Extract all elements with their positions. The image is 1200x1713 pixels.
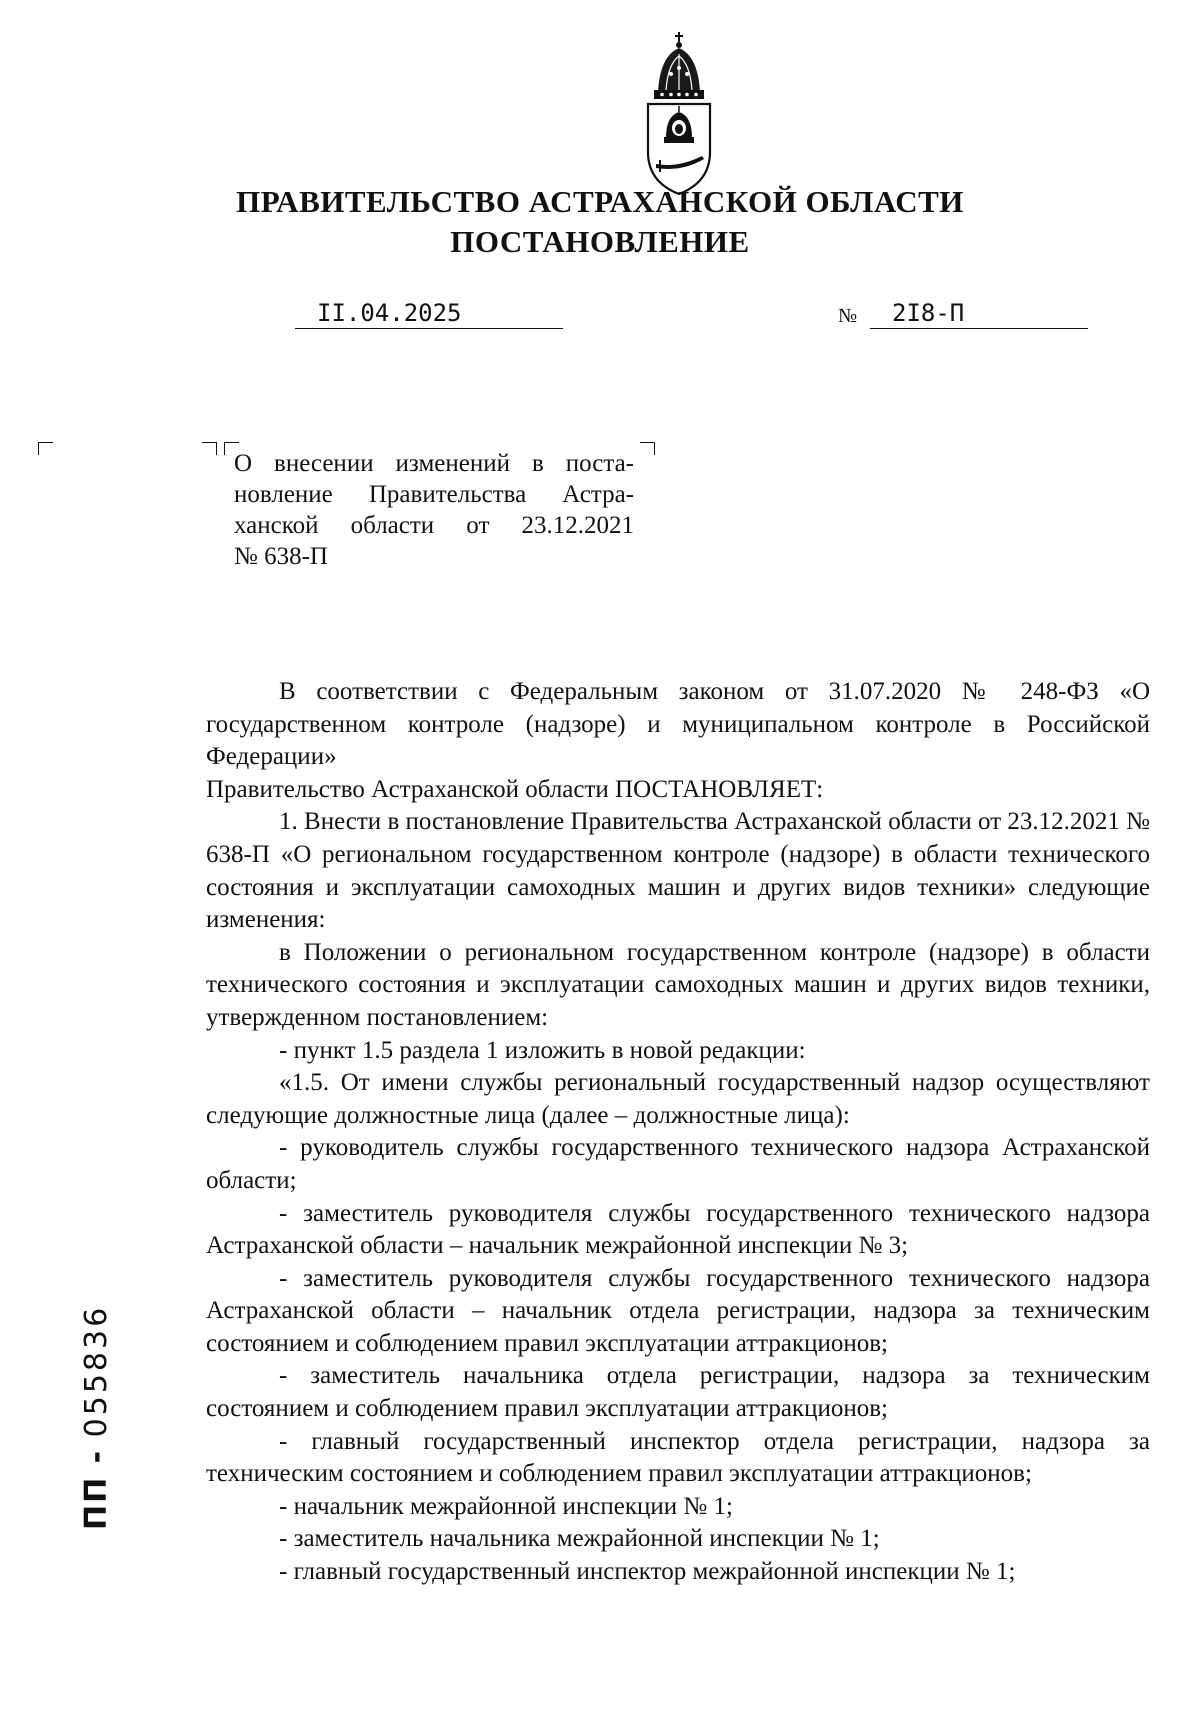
body-paragraph: - главный государственный инспектор отдела регистрации, надзора за техническим состоянием и соблюдением правил эксплуатации аттракционов; xyxy=(206,1427,1150,1488)
subject-line: ханской области от 23.12.2021 xyxy=(234,512,634,539)
body-paragraph: - руководитель службы государственного технического надзора Астраханской области; xyxy=(206,1134,1150,1194)
body-paragraph: В соответствии с Федеральным законом от 31.07.2020 № 248-ФЗ «О государственном контроле (надзоре) и муниципальном контроле в Российской Федерации» xyxy=(206,678,1150,771)
document-subject xyxy=(234,448,634,572)
body-paragraph: - заместитель руководителя службы государственного технического надзора Астраханской области – начальник межрайонной инспекции № 3; xyxy=(206,1199,1150,1260)
body-paragraph: «1.5. От имени службы региональный государственный надзор осуществляют следующие должностные лица (далее – должностные лица): xyxy=(206,1069,1150,1129)
body-paragraph: - заместитель начальника межрайонной инспекции № 1; xyxy=(279,1525,880,1553)
body-paragraph: Правительство Астраханской области ПОСТАНОВЛЯЕТ: xyxy=(206,775,824,803)
body-paragraph: 1. Внести в постановление Правительства Астраханской области от 23.12.2021 № 638-П «О региональном государственном контроле (надзоре) в области технического состояния и эксплуатации самоходных машин и других видов техники» следующие изменения: xyxy=(206,808,1150,934)
corner-mark-left xyxy=(38,442,53,455)
document-body xyxy=(206,676,1150,1589)
corner-mark-subject-tr xyxy=(640,442,655,455)
serial-number: 055836 xyxy=(79,1304,114,1438)
form-serial-number xyxy=(80,1305,114,1530)
number-label: № xyxy=(838,305,858,327)
body-paragraph: - заместитель начальника отдела регистрации, надзора за техническим состоянием и соблюдением правил эксплуатации аттракционов; xyxy=(206,1362,1150,1423)
document-date: II.04.2025 xyxy=(295,298,563,329)
body-paragraph: - пункт 1.5 раздела 1 изложить в новой редакции: xyxy=(279,1036,806,1064)
coat-of-arms-icon xyxy=(638,30,720,198)
document-type: ПОСТАНОВЛЕНИЕ xyxy=(450,224,750,259)
serial-prefix: ПП - xyxy=(79,1448,114,1530)
body-paragraph: - главный государственный инспектор межрайонной инспекции № 1; xyxy=(279,1558,1016,1586)
corner-mark-subject-tr-a xyxy=(202,442,217,455)
body-paragraph: - заместитель руководителя службы государственного технического надзора Астраханской области – начальник отдела регистрации, надзора за техническим состоянием и соблюдением правил эксплуатации аттракционов; xyxy=(206,1264,1150,1357)
subject-line: О внесении изменений в поста- xyxy=(234,450,634,477)
body-paragraph: в Положении о региональном государственном контроле (надзоре) в области технического состояния и эксплуатации самоходных машин и других видов техники, утвержденном постановлением: xyxy=(206,938,1150,1031)
body-paragraph: - начальник межрайонной инспекции № 1; xyxy=(279,1492,733,1520)
org-name: ПРАВИТЕЛЬСТВО АСТРАХАНСКОЙ ОБЛАСТИ xyxy=(236,184,964,219)
document-header xyxy=(0,182,1200,262)
subject-line: № 638-П xyxy=(234,543,328,570)
document-number: 2I8-П xyxy=(870,298,1088,329)
subject-line: новление Правительства Астра- xyxy=(234,481,634,508)
